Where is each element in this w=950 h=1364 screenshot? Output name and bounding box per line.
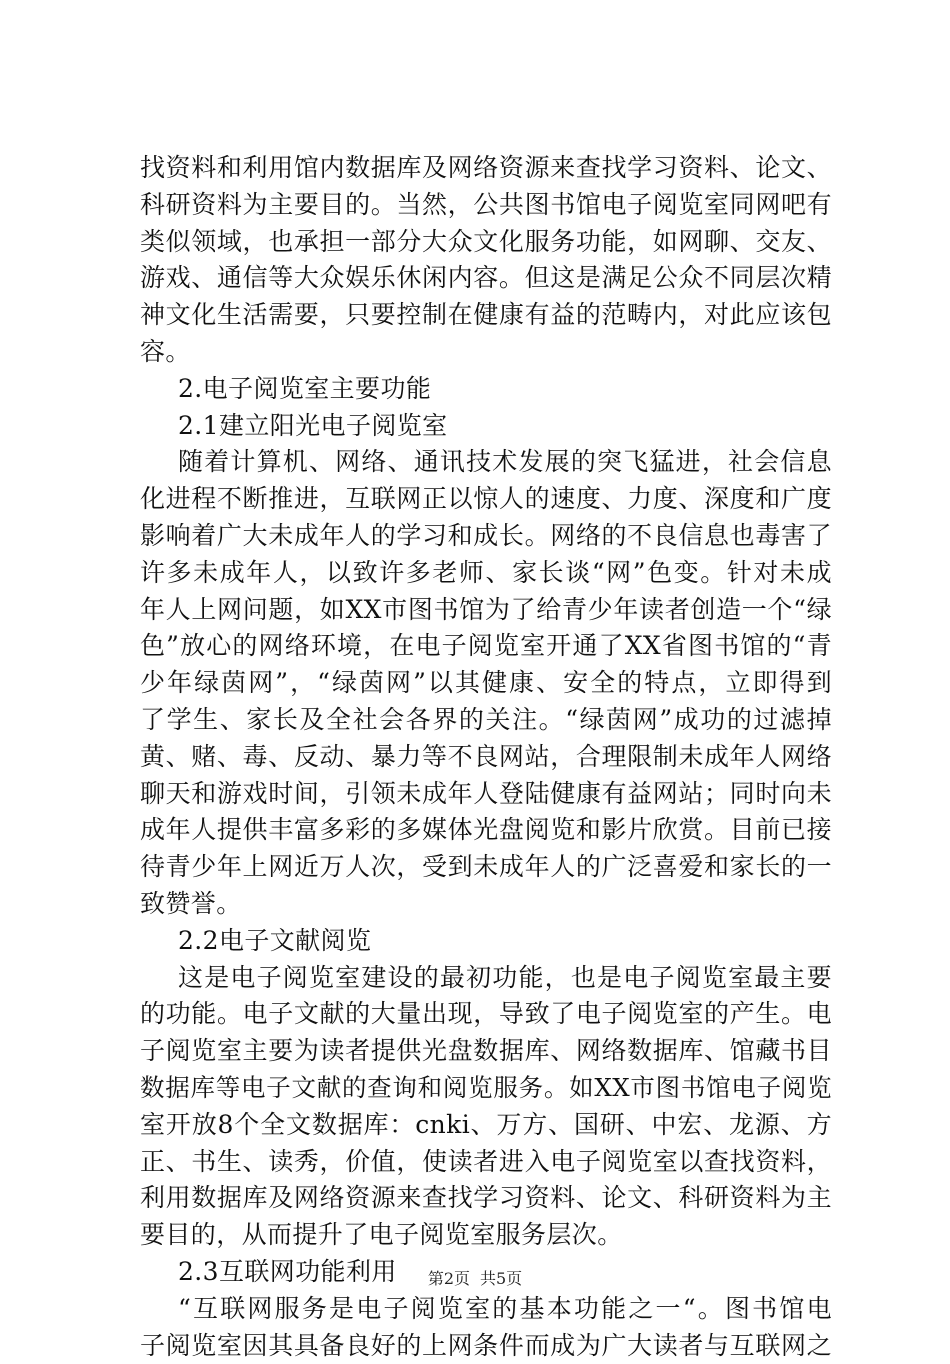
- body-line: 致赞誉。: [140, 886, 832, 923]
- body-line: 利用数据库及网络资源来查找学习资料、论文、科研资料为主: [140, 1180, 832, 1217]
- body-line: 游戏、通信等大众娱乐休闲内容。但这是满足公众不同层次精: [140, 260, 832, 297]
- body-line: 色”放心的网络环境，在电子阅览室开通了XX省图书馆的“青: [140, 628, 832, 665]
- body-line: 年人上网问题，如XX市图书馆为了给青少年读者创造一个“绿: [140, 592, 832, 629]
- body-line: 了学生、家长及全社会各界的关注。“绿茵网”成功的过滤掉: [140, 702, 832, 739]
- body-line: 子阅览室因其具备良好的上网条件而成为广大读者与互联网之: [140, 1328, 832, 1364]
- body-line: 化进程不断推进，互联网正以惊人的速度、力度、深度和广度: [140, 481, 832, 518]
- page-total: 共5页: [480, 1269, 522, 1288]
- document-body: [140, 150, 832, 1364]
- subsection-heading: 2.2电子文献阅览: [140, 923, 832, 960]
- body-line: 容。: [140, 334, 832, 371]
- paragraph-first-line: 随着计算机、网络、通讯技术发展的突飞猛进，社会信息: [140, 444, 832, 481]
- body-line: 影响着广大未成年人的学习和成长。网络的不良信息也毒害了: [140, 518, 832, 555]
- body-line: 正、书生、读秀，价值，使读者进入电子阅览室以查找资料，: [140, 1144, 832, 1181]
- body-line: 待青少年上网近万人次，受到未成年人的广泛喜爱和家长的一: [140, 849, 832, 886]
- body-line: 的功能。电子文献的大量出现，导致了电子阅览室的产生。电: [140, 996, 832, 1033]
- page-footer: [0, 1266, 950, 1289]
- body-line: 成年人提供丰富多彩的多媒体光盘阅览和影片欣赏。目前已接: [140, 812, 832, 849]
- body-line: 数据库等电子文献的查询和阅览服务。如XX市图书馆电子阅览: [140, 1070, 832, 1107]
- subsection-heading: 2.1建立阳光电子阅览室: [140, 408, 832, 445]
- body-line: 室开放8个全文数据库：cnki、万方、国研、中宏、龙源、方: [140, 1107, 832, 1144]
- body-line: 少年绿茵网”，“绿茵网”以其健康、安全的特点，立即得到: [140, 665, 832, 702]
- subsection-heading: 2.3互联网功能利用: [140, 1254, 832, 1291]
- body-line: 神文化生活需要，只要控制在健康有益的范畴内，对此应该包: [140, 297, 832, 334]
- body-line: 聊天和游戏时间，引领未成年人登陆健康有益网站；同时向未: [140, 776, 832, 813]
- body-line: 找资料和利用馆内数据库及网络资源来查找学习资料、论文、: [140, 150, 832, 187]
- body-line: 科研资料为主要目的。当然，公共图书馆电子阅览室同网吧有: [140, 187, 832, 224]
- body-line: 子阅览室主要为读者提供光盘数据库、网络数据库、馆藏书目: [140, 1033, 832, 1070]
- body-line: 要目的，从而提升了电子阅览室服务层次。: [140, 1217, 832, 1254]
- body-line: 黄、赌、毒、反动、暴力等不良网站，合理限制未成年人网络: [140, 739, 832, 776]
- paragraph-first-line: “互联网服务是电子阅览室的基本功能之一“。图书馆电: [140, 1291, 832, 1328]
- paragraph-first-line: 这是电子阅览室建设的最初功能，也是电子阅览室最主要: [140, 960, 832, 997]
- body-line: 许多未成年人，以致许多老师、家长谈“网”色变。针对未成: [140, 555, 832, 592]
- body-line: 类似领域，也承担一部分大众文化服务功能，如网聊、交友、: [140, 224, 832, 261]
- page-number: 第2页: [428, 1269, 470, 1288]
- section-heading: 2.电子阅览室主要功能: [140, 371, 832, 408]
